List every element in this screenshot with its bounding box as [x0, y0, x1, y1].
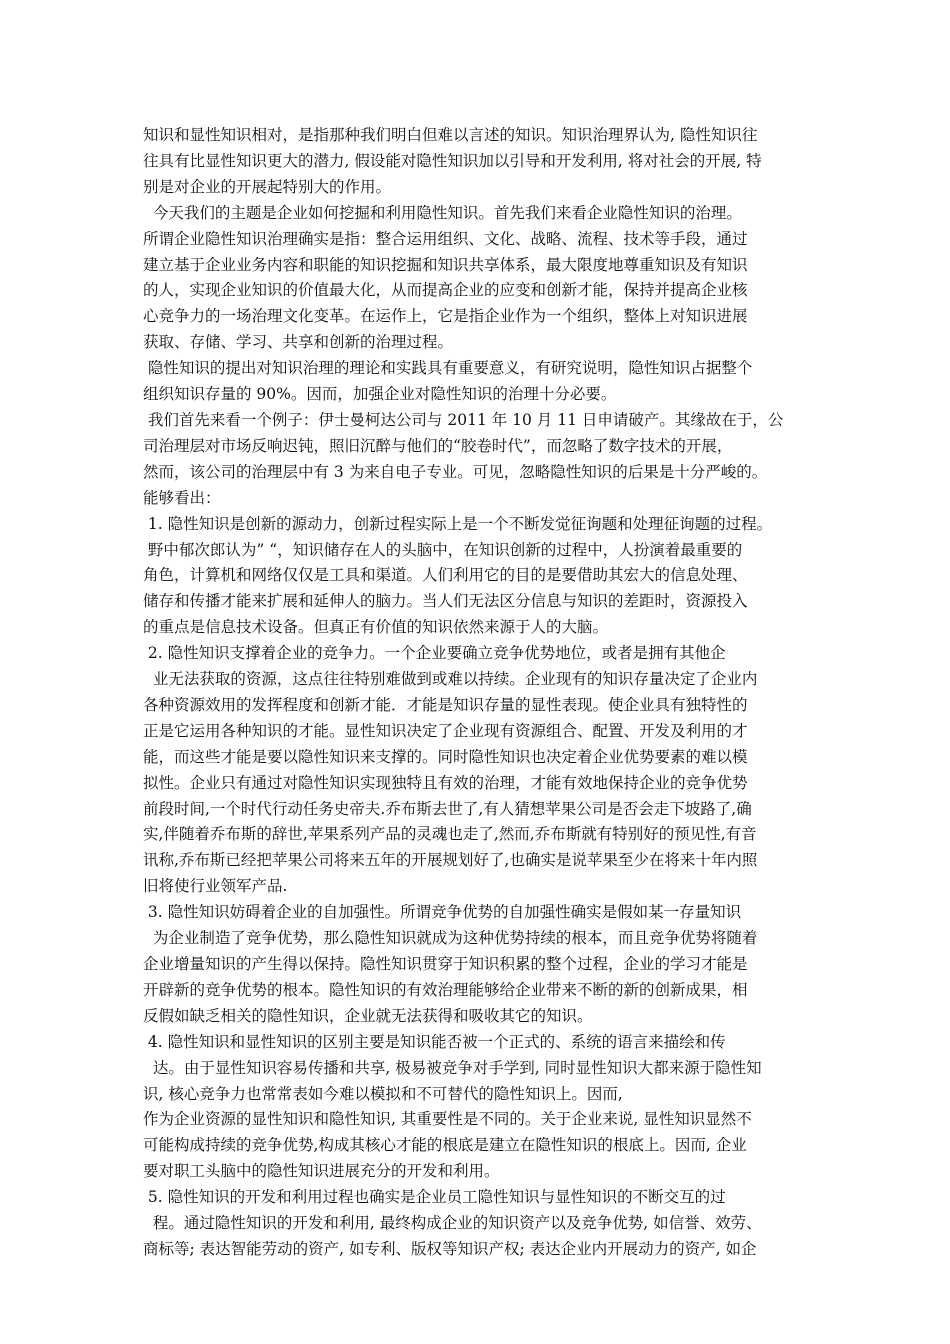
text-line: 讯称,乔布斯已经把苹果公司将来五年的开展规划好了,也确实是说苹果至少在将来十年内照 [143, 851, 758, 870]
text-line: 3. 隐性知识妨碍着企业的自加强性。所谓竞争优势的自加强性确实是假如某一存量知识 [143, 903, 742, 922]
text-line: 角色，计算机和网络仅仅是工具和渠道。人们利用它的目的是要借助其宏大的信息处理、 [143, 566, 748, 585]
text-line: 别是对企业的开展起特别大的作用。 [143, 177, 392, 196]
text-line: 隐性知识的提出对知识治理的理论和实践具有重要意义，有研究说明，隐性知识占据整个 [143, 359, 753, 378]
text-line: 可能构成持续的竞争优势,构成其核心才能的根底是建立在隐性知识的根底上。因而, 企业 [143, 1136, 747, 1155]
text-line: 要对职工头脑中的隐性知识进展充分的开发和利用。 [143, 1162, 500, 1181]
text-line: 1. 隐性知识是创新的源动力，创新过程实际上是一个不断发觉征询题和处理征询题的过程。 [143, 514, 773, 533]
text-line: 实,伴随着乔布斯的辞世,苹果系列产品的灵魂也走了,然而,乔布斯就有特别好的预见性,有音 [143, 825, 757, 844]
text-line: 今天我们的主题是企业如何挖掘和利用隐性知识。首先我们来看企业隐性知识的治理。 [143, 203, 742, 222]
text-line: 业无法获取的资源，这点往往特别难做到或难以持续。企业现有的知识存量决定了企业内 [143, 670, 758, 689]
text-line: 组织知识存量的 90%。因而，加强企业对隐性知识的治理十分必要。 [143, 385, 617, 404]
text-line: 正是它运用各种知识的才能。显性知识决定了企业现有资源组合、配置、开发及利用的才 [143, 721, 748, 740]
text-line: 4. 隐性知识和显性知识的区别主要是知识能否被一个正式的、系统的语言来描绘和传 [143, 1032, 726, 1051]
text-line: 储存和传播才能来扩展和延伸人的脑力。当人们无法区分信息与知识的差距时，资源投入 [143, 592, 748, 611]
text-line: 能，而这些才能是要以隐性知识来支撑的。同时隐性知识也决定着企业优势要素的难以模 [143, 747, 748, 766]
text-line: 我们首先来看一个例子：伊士曼柯达公司与 2011 年 10 月 11 日申请破产。其缘故在于，公 [143, 410, 784, 429]
text-line: 2. 隐性知识支撑着企业的竞争力。一个企业要确立竞争优势地位，或者是拥有其他企 [143, 644, 726, 663]
text-line: 的重点是信息技术设备。但真正有价值的知识依然来源于人的大脑。 [143, 618, 609, 637]
text-line: 获取、存储、学习、共享和创新的治理过程。 [143, 333, 454, 352]
text-line: 拟性。企业只有通过对隐性知识实现独特且有效的治理，才能有效地保持企业的竞争优势 [143, 773, 748, 792]
text-line: 商标等; 表达智能劳动的资产, 如专利、版权等知识产权; 表达企业内开展动力的资产, 如企 [143, 1239, 757, 1258]
text-line: 作为企业资源的显性知识和隐性知识, 其重要性是不同的。关于企业来说, 显性知识显然不 [143, 1110, 752, 1129]
text-line: 所谓企业隐性知识治理确实是指：整合运用组织、文化、战略、流程、技术等手段，通过 [143, 229, 748, 248]
text-line: 知识和显性知识相对，是指那种我们明白但难以言述的知识。知识治理界认为, 隐性知识往 [143, 126, 758, 144]
text-line: 然而，该公司的治理层中有 3 为来自电子专业。可见，忽略隐性知识的后果是十分严峻的。 [143, 462, 768, 481]
text-line: 心竞争力的一场治理文化变革。在运作上，它是指企业作为一个组织，整体上对知识进展 [143, 307, 748, 326]
text-line: 往具有比显性知识更大的潜力, 假设能对隐性知识加以引导和开发利用, 将对社会的开展, 特 [143, 151, 762, 170]
text-line: 为企业制造了竞争优势，那么隐性知识就成为这种优势持续的根本，而且竞争优势将随着 [143, 929, 758, 948]
text-line: 建立基于企业业务内容和职能的知识挖掘和知识共享体系，最大限度地尊重知识及有知识 [143, 255, 748, 274]
text-line: 达。由于显性知识容易传播和共享, 极易被竞争对手学到, 同时显性知识大都来源于隐性知 [143, 1058, 762, 1077]
text-line: 反假如缺乏相关的隐性知识，企业就无法获得和吸收其它的知识。 [143, 1006, 593, 1025]
text-line: 前段时间,一个时代行动任务史帝夫.乔布斯去世了,有人猜想苹果公司是否会走下坡路了,确 [143, 799, 752, 818]
text-line: 的人，实现企业知识的价值最大化，从而提高企业的应变和创新才能，保持并提高企业核 [143, 281, 748, 300]
text-line: 识, 核心竞争力也常常表如今难以模拟和不可替代的隐性知识上。因而, [143, 1084, 623, 1103]
document-body [143, 123, 823, 1263]
text-line: 开辟新的竞争优势的根本。隐性知识的有效治理能够给企业带来不断的新的创新成果，相 [143, 980, 748, 999]
text-line: 司治理层对市场反响迟钝，照旧沉醉与他们的“胶卷时代”，而忽略了数字技术的开展， [143, 436, 733, 455]
text-line: 旧将使行业领军产品. [143, 877, 288, 896]
text-line: 企业增量知识的产生得以保持。隐性知识贯穿于知识积累的整个过程，企业的学习才能是 [143, 955, 748, 973]
text-line: 能够看出： [143, 488, 221, 507]
text-line: 野中郁次郎认为” “，知识储存在人的头脑中，在知识创新的过程中，人扮演着最重要的 [143, 540, 743, 559]
text-line: 程。通过隐性知识的开发和利用, 最终构成企业的知识资产以及竞争优势, 如信誉、效劳、 [143, 1214, 762, 1233]
text-line: 各种资源效用的发挥程度和创新才能．才能是知识存量的显性表现。使企业具有独特性的 [143, 695, 748, 714]
text-line: 5. 隐性知识的开发和利用过程也确实是企业员工隐性知识与显性知识的不断交互的过 [143, 1188, 726, 1207]
